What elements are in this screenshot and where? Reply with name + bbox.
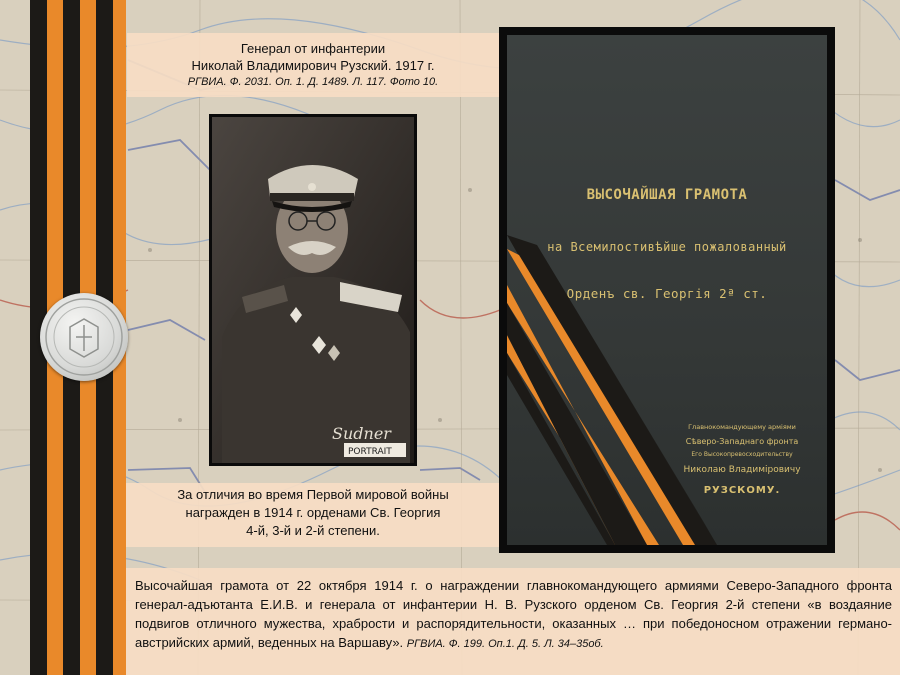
charter-description <box>126 568 900 675</box>
awards-line-3: 4-й, 3-й и 2-й степени. <box>246 523 380 538</box>
charter-description-body: Высочайшая грамота от 22 октября 1914 г. о награждении главнокомандующего армиями Северо-Западного фронта генерал-адъютанта Е.И.В. и генерала от инфантерии Н. В. Рузского орденом Св. Георгия 2-й степени «в воздаяние подвигов отличного мужества, храбрости и распорядительности, оказанных … при победоносном отражении германо-австрийских армий, веденных на Варшаву». <box>135 578 892 650</box>
charter-title: ВЫСОЧАЙШАЯ ГРАМОТА <box>586 187 748 203</box>
caption-rank: Генерал от инфантерии <box>240 41 386 56</box>
general-portrait-image <box>212 117 414 463</box>
charter-address-2: Сѣверо-Западнаго фронта <box>685 437 799 446</box>
awards-caption <box>126 483 500 547</box>
charter-cover-inner <box>507 35 827 545</box>
charter-order-line: Орденъ св. Георгія 2ª ст. <box>566 286 768 301</box>
portrait-caption <box>127 33 499 97</box>
charter-cover <box>499 27 835 553</box>
charter-address-5: РУЗСКОМУ. <box>703 485 781 496</box>
charter-description-text <box>135 576 892 654</box>
awards-line-1: За отличия во время Первой мировой войны <box>177 487 449 502</box>
charter-archive-reference: РГВИА. Ф. 199. Оп.1. Д. 5. Л. 34–35об. <box>406 638 604 650</box>
charter-address-3: Его Высокопревосходительству <box>691 451 793 458</box>
caption-archive-reference: РГВИА. Ф. 2031. Оп. 1. Д. 1489. Л. 117. Фото 10. <box>187 76 439 88</box>
studio-label: PORTRAIT <box>348 447 392 457</box>
charter-address-4: Николаю Владимiровичу <box>683 465 801 475</box>
silver-seal <box>40 293 128 381</box>
studio-signature: Sudner <box>332 424 391 443</box>
seal-emblem-icon <box>40 293 128 381</box>
portrait-photo <box>209 114 417 466</box>
charter-address-1: Главнокомандующему армiями <box>688 423 796 431</box>
charter-subtitle: на Всемилостивѣйше пожалованный <box>547 240 787 254</box>
awards-line-2: награжден в 1914 г. орденами Св. Георгия <box>185 505 441 520</box>
caption-name-year: Николай Владимирович Рузский. 1917 г. <box>191 58 435 73</box>
